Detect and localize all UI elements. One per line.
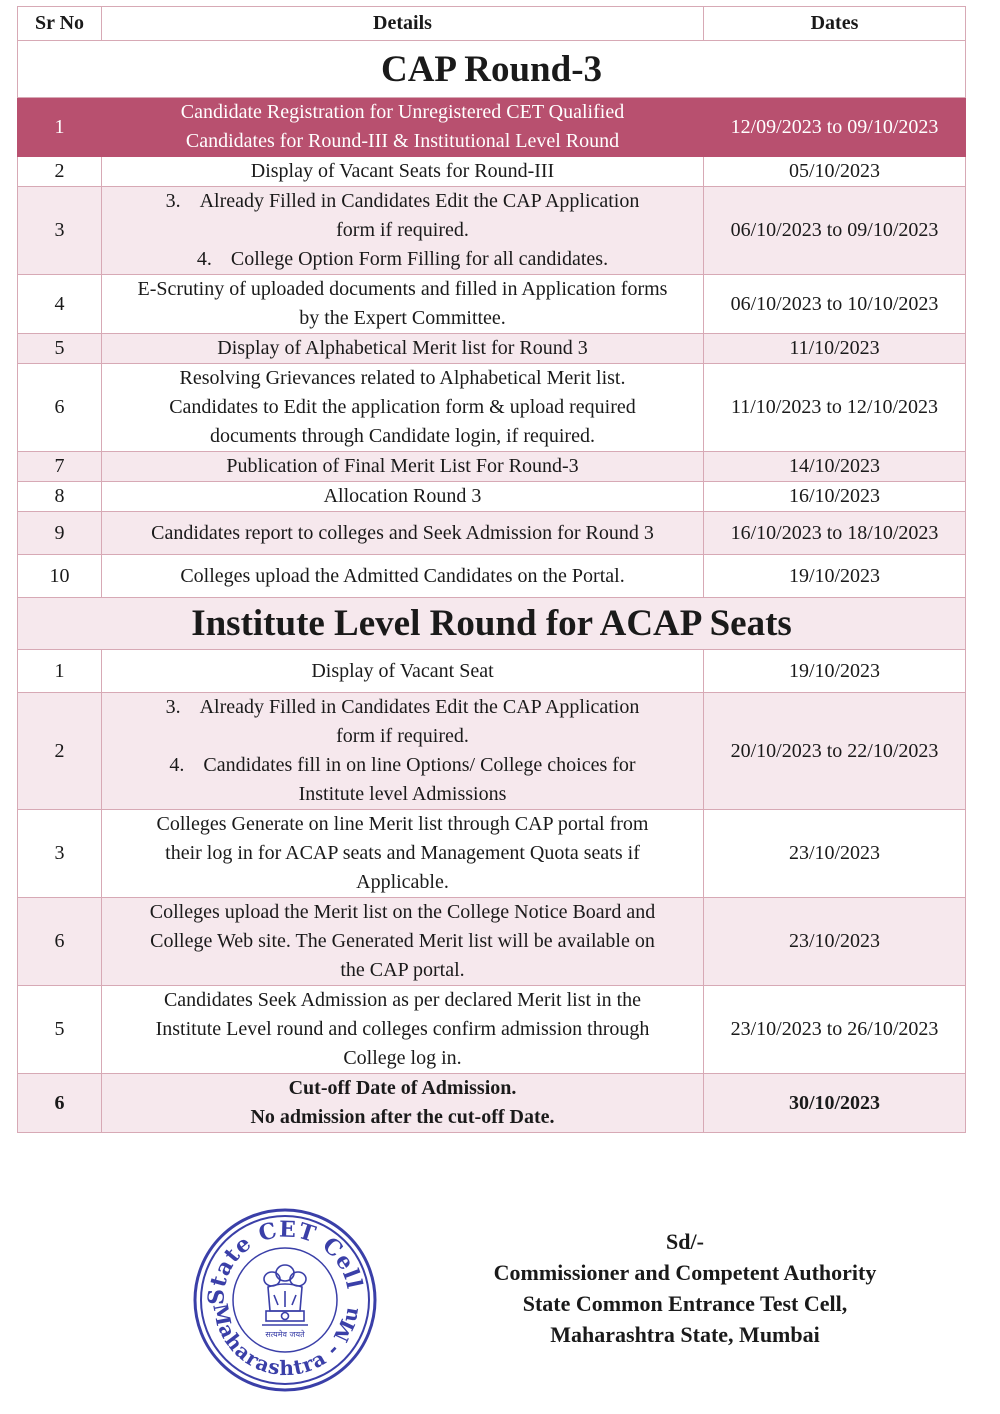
row-date: 16/10/2023 to 18/10/2023 xyxy=(704,512,966,555)
row-detail-text: Institute level Admissions xyxy=(298,783,507,805)
svg-text:Maharashtra - Mumbai: Maharashtra - Mu xyxy=(208,1301,364,1381)
table-row xyxy=(18,650,966,693)
table-row xyxy=(18,364,966,452)
row-detail-line: Display of Vacant Seat xyxy=(311,659,494,682)
row-sr-no: 6 xyxy=(18,898,102,986)
table-row xyxy=(18,187,966,275)
cap-round-section-title: CAP Round-3 xyxy=(18,41,966,98)
row-details xyxy=(102,555,704,598)
table-row xyxy=(18,157,966,187)
table-row xyxy=(18,334,966,364)
row-details xyxy=(102,512,704,555)
signature-block xyxy=(440,1226,930,1350)
row-detail-line: documents through Candidate login, if required. xyxy=(210,425,595,447)
row-sr-no: 4 xyxy=(18,275,102,334)
row-details xyxy=(102,898,704,986)
signature-line-2: State Common Entrance Test Cell, xyxy=(522,1291,848,1316)
row-detail-line xyxy=(108,722,697,751)
row-details xyxy=(102,810,704,898)
signature-line-1: Commissioner and Competent Authority xyxy=(493,1260,877,1285)
table-row xyxy=(18,512,966,555)
row-date: 30/10/2023 xyxy=(704,1074,966,1133)
row-sr-no: 2 xyxy=(18,157,102,187)
row-detail-line xyxy=(108,245,697,274)
signature-line-3: Maharashtra State, Mumbai xyxy=(550,1322,820,1347)
row-date: 23/10/2023 xyxy=(704,810,966,898)
row-details xyxy=(102,1074,704,1133)
row-detail-line: Applicable. xyxy=(356,871,449,893)
row-detail-line: College Web site. The Generated Merit list will be available on xyxy=(150,930,655,952)
row-sr-no: 8 xyxy=(18,482,102,512)
row-detail-line: No admission after the cut-off Date. xyxy=(250,1106,555,1128)
schedule-table xyxy=(17,6,966,1133)
row-detail-line xyxy=(108,751,697,780)
signature-sd: Sd/- xyxy=(666,1229,704,1254)
row-sr-no: 6 xyxy=(18,1074,102,1133)
row-detail-text: Already Filled in Candidates Edit the CAP Application xyxy=(199,190,640,212)
row-detail-line: Candidates for Round-III & Institutional Level Round xyxy=(185,130,620,152)
table-row xyxy=(18,810,966,898)
row-detail-line xyxy=(108,216,697,245)
row-date: 16/10/2023 xyxy=(704,482,966,512)
row-detail-line: Colleges Generate on line Merit list through CAP portal from xyxy=(156,813,649,835)
row-detail-text: Candidates fill in on line Options/ College choices for xyxy=(203,754,636,776)
cap-round-section xyxy=(18,41,966,98)
row-sr-no: 1 xyxy=(18,98,102,157)
row-sr-no: 6 xyxy=(18,364,102,452)
row-date: 06/10/2023 to 10/10/2023 xyxy=(704,275,966,334)
row-detail-text: College Option Form Filling for all candidates. xyxy=(230,248,609,270)
institute-round-section-title: Institute Level Round for ACAP Seats xyxy=(18,598,966,650)
row-details xyxy=(102,187,704,275)
institute-round-section xyxy=(18,598,966,650)
row-detail-line: Colleges upload the Admitted Candidates on the Portal. xyxy=(180,564,625,587)
table-row xyxy=(18,482,966,512)
row-detail-line: Institute Level round and colleges confirm admission through xyxy=(155,1018,650,1040)
row-sr-no: 5 xyxy=(18,986,102,1074)
row-detail-line: by the Expert Committee. xyxy=(299,307,506,329)
state-cet-cell-seal xyxy=(190,1205,380,1395)
row-detail-line: Allocation Round 3 xyxy=(323,485,482,507)
header-row xyxy=(18,7,966,41)
row-sr-no: 5 xyxy=(18,334,102,364)
row-detail-line: Resolving Grievances related to Alphabetical Merit list. xyxy=(179,367,626,389)
row-detail-line: Candidates report to colleges and Seek Admission for Round 3 xyxy=(151,521,654,544)
row-detail-line: their log in for ACAP seats and Management Quota seats if xyxy=(165,842,640,864)
row-details xyxy=(102,157,704,187)
table-row xyxy=(18,898,966,986)
row-details xyxy=(102,275,704,334)
row-detail-line xyxy=(108,693,697,722)
row-detail-line: Publication of Final Merit List For Round-3 xyxy=(226,455,579,477)
row-details xyxy=(102,650,704,693)
row-date: 06/10/2023 to 09/10/2023 xyxy=(704,187,966,275)
row-date: 12/09/2023 to 09/10/2023 xyxy=(704,98,966,157)
row-sr-no: 9 xyxy=(18,512,102,555)
row-details xyxy=(102,364,704,452)
seal-icon xyxy=(190,1205,380,1395)
row-detail-line xyxy=(108,187,697,216)
row-date: 19/10/2023 xyxy=(704,650,966,693)
header-details: Details xyxy=(102,7,704,41)
row-date: 23/10/2023 to 26/10/2023 xyxy=(704,986,966,1074)
row-detail-text: Already Filled in Candidates Edit the CAP Application xyxy=(199,696,640,718)
seal-motto: सत्यमेव जयते xyxy=(265,1330,305,1339)
row-details xyxy=(102,452,704,482)
row-sr-no: 1 xyxy=(18,650,102,693)
row-detail-line: College log in. xyxy=(343,1047,462,1069)
table-row xyxy=(18,555,966,598)
row-date: 14/10/2023 xyxy=(704,452,966,482)
row-sr-no: 2 xyxy=(18,693,102,810)
row-detail-number: 3. xyxy=(165,696,181,718)
header-sr-no: Sr No xyxy=(18,7,102,41)
table-row xyxy=(18,275,966,334)
row-detail-line: E-Scrutiny of uploaded documents and filled in Application forms xyxy=(137,278,668,300)
row-detail-line: Display of Alphabetical Merit list for Round 3 xyxy=(217,337,588,359)
row-sr-no: 3 xyxy=(18,187,102,275)
table-row xyxy=(18,986,966,1074)
row-sr-no: 3 xyxy=(18,810,102,898)
row-date: 23/10/2023 xyxy=(704,898,966,986)
table-row xyxy=(18,98,966,157)
row-date: 19/10/2023 xyxy=(704,555,966,598)
row-details xyxy=(102,482,704,512)
row-detail-line: Candidates to Edit the application form & upload required xyxy=(169,396,636,418)
row-details xyxy=(102,986,704,1074)
row-detail-line: Colleges upload the Merit list on the College Notice Board and xyxy=(149,901,656,923)
row-detail-text: form if required. xyxy=(336,219,469,241)
row-detail-line xyxy=(108,780,697,809)
row-detail-number: 4. xyxy=(169,754,185,776)
row-detail-line: Cut-off Date of Admission. xyxy=(288,1077,517,1099)
row-details xyxy=(102,98,704,157)
header-dates: Dates xyxy=(704,7,966,41)
row-date: 11/10/2023 xyxy=(704,334,966,364)
row-detail-text: form if required. xyxy=(336,725,469,747)
row-sr-no: 10 xyxy=(18,555,102,598)
svg-text:State CET Cell: State CET Cell xyxy=(203,1216,368,1306)
table-row xyxy=(18,1074,966,1133)
row-detail-line: Display of Vacant Seats for Round-III xyxy=(250,160,555,182)
row-detail-number: 4. xyxy=(196,248,212,270)
row-sr-no: 7 xyxy=(18,452,102,482)
row-details xyxy=(102,693,704,810)
row-detail-line: Candidate Registration for Unregistered CET Qualified xyxy=(180,101,625,123)
row-date: 05/10/2023 xyxy=(704,157,966,187)
row-detail-line: Candidates Seek Admission as per declared Merit list in the xyxy=(163,989,642,1011)
row-detail-number: 3. xyxy=(165,190,181,212)
row-date: 20/10/2023 to 22/10/2023 xyxy=(704,693,966,810)
table-row xyxy=(18,693,966,810)
row-date: 11/10/2023 to 12/10/2023 xyxy=(704,364,966,452)
table-row xyxy=(18,452,966,482)
row-details xyxy=(102,334,704,364)
row-detail-line: the CAP portal. xyxy=(340,959,465,981)
